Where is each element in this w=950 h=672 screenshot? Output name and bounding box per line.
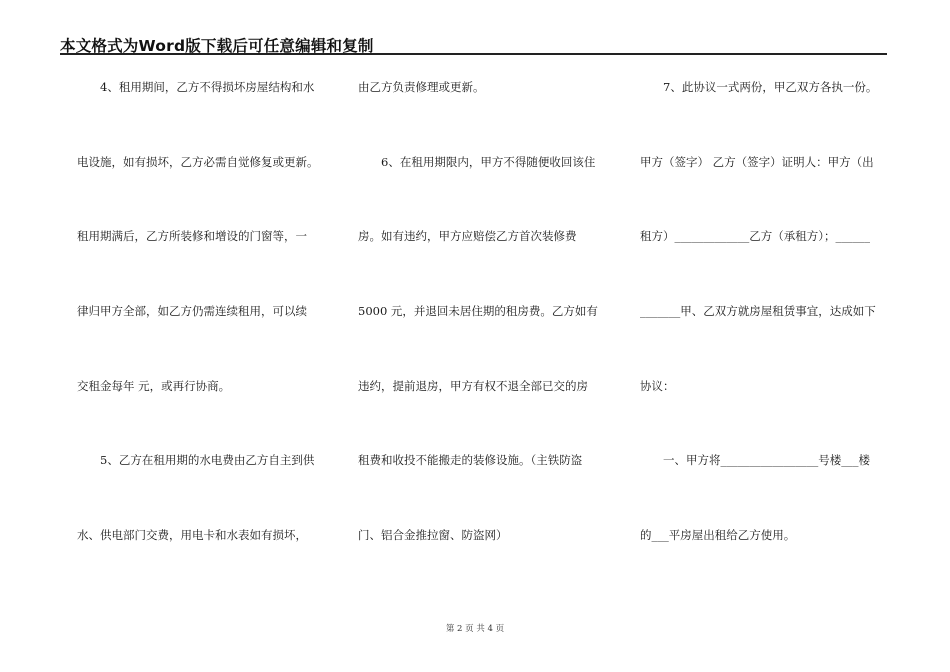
document-header-title: 本文格式为Word版下载后可任意编辑和复制 <box>60 37 374 55</box>
header-divider <box>60 53 887 55</box>
paragraph-line: 租用期满后，乙方所装修和增设的门窗等，一 <box>77 229 307 243</box>
paragraph-line: 租费和收投不能搬走的装修设施。（主铁防盗 <box>358 453 583 467</box>
paragraph-line: 租方）_____________乙方（承租方）；______ <box>640 229 870 243</box>
paragraph-line: 7、此协议一式两份，甲乙双方各执一份。 <box>663 80 878 94</box>
page-number: 第 2 页 共 4 页 <box>445 624 505 634</box>
paragraph-line: 协议： <box>640 379 675 393</box>
paragraph-line: 电设施，如有损坏，乙方必需自觉修复或更新。 <box>77 155 319 169</box>
paragraph-line: 门、铝合金推拉窗、防盗网） <box>358 528 508 542</box>
paragraph-line: 房。如有违约，甲方应赔偿乙方首次装修费 <box>358 229 577 243</box>
paragraph-line: 4、租用期间，乙方不得损坏房屋结构和水 <box>100 80 315 94</box>
paragraph-line: 交租金每年 元，或再行协商。 <box>77 379 231 393</box>
paragraph-line: 5、乙方在租用期的水电费由乙方自主到供 <box>100 453 315 467</box>
paragraph-line: 律归甲方全部，如乙方仍需连续租用，可以续 <box>77 304 307 318</box>
paragraph-line: 一、甲方将_________________号楼___楼 <box>663 453 870 467</box>
paragraph-line: 甲方（签字） 乙方（签字）证明人：甲方（出 <box>640 155 874 169</box>
paragraph-line: 水、供电部门交费，用电卡和水表如有损坏， <box>77 528 307 542</box>
paragraph-line: 的___平房屋出租给乙方使用。 <box>640 528 796 542</box>
paragraph-line: _______甲、乙双方就房屋租赁事宜，达成如下 <box>640 304 876 318</box>
paragraph-line: 6、在租用期限内，甲方不得随便收回该住 <box>381 155 596 169</box>
paragraph-line: 5000 元，并退回未居住期的租房费。乙方如有 <box>358 304 598 318</box>
paragraph-line: 由乙方负责修理或更新。 <box>358 80 485 94</box>
paragraph-line: 违约，提前退房，甲方有权不退全部已交的房 <box>358 379 588 393</box>
